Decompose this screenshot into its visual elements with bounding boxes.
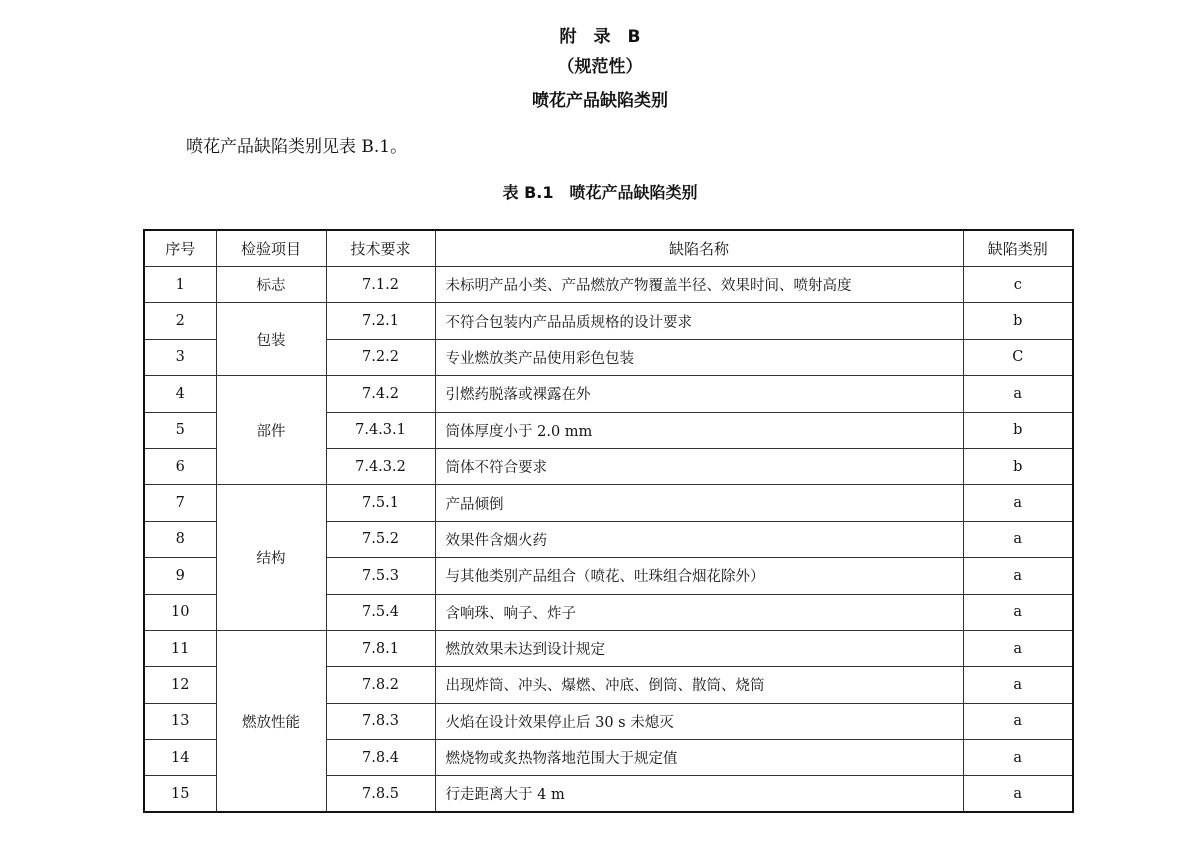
row-requirement: 7.4.3.2 <box>326 448 435 484</box>
row-defect-category: a <box>963 521 1073 557</box>
table-row <box>144 630 1073 666</box>
header-defect-name: 缺陷名称 <box>435 230 963 267</box>
row-no: 4 <box>144 376 216 412</box>
row-defect-name: 筒体厚度小于 2.0 mm <box>435 412 963 448</box>
row-defect-category: b <box>963 412 1073 448</box>
group-label: 包装 <box>216 303 326 376</box>
appendix-heading: 喷花产品缺陷类别 <box>532 91 668 111</box>
row-requirement: 7.8.2 <box>326 667 435 703</box>
row-defect-name: 不符合包装内产品品质规格的设计要求 <box>435 303 963 339</box>
row-requirement: 7.8.3 <box>326 703 435 739</box>
row-defect-name: 与其他类别产品组合（喷花、吐珠组合烟花除外） <box>435 558 963 594</box>
row-defect-category: a <box>963 485 1073 521</box>
row-defect-category: c <box>963 267 1073 303</box>
row-no: 14 <box>144 740 216 776</box>
row-defect-category: a <box>963 558 1073 594</box>
defect-table <box>143 229 1074 813</box>
row-defect-category: b <box>963 448 1073 484</box>
row-defect-category: b <box>963 303 1073 339</box>
row-requirement: 7.4.2 <box>326 376 435 412</box>
table-row <box>144 303 1073 339</box>
row-requirement: 7.4.3.1 <box>326 412 435 448</box>
row-defect-name: 效果件含烟火药 <box>435 521 963 557</box>
row-defect-name: 筒体不符合要求 <box>435 448 963 484</box>
row-no: 7 <box>144 485 216 521</box>
row-requirement: 7.8.4 <box>326 740 435 776</box>
header-requirement: 技术要求 <box>326 230 435 267</box>
group-label: 结构 <box>216 485 326 631</box>
row-no: 1 <box>144 267 216 303</box>
normative-label: （规范性） <box>557 57 643 77</box>
row-no: 11 <box>144 630 216 666</box>
row-no: 6 <box>144 448 216 484</box>
appendix-title: 附 录 B <box>559 27 641 47</box>
row-defect-category: a <box>963 776 1073 813</box>
row-defect-category: a <box>963 740 1073 776</box>
row-defect-name: 行走距离大于 4 m <box>435 776 963 813</box>
table-row <box>144 376 1073 412</box>
table-caption: 表 B.1 喷花产品缺陷类别 <box>502 183 698 202</box>
row-defect-name: 含响珠、响子、炸子 <box>435 594 963 630</box>
row-no: 12 <box>144 667 216 703</box>
row-requirement: 7.8.5 <box>326 776 435 813</box>
row-defect-category: a <box>963 376 1073 412</box>
row-defect-name: 产品倾倒 <box>435 485 963 521</box>
row-no: 5 <box>144 412 216 448</box>
row-requirement: 7.5.3 <box>326 558 435 594</box>
row-defect-category: a <box>963 667 1073 703</box>
row-requirement: 7.5.4 <box>326 594 435 630</box>
row-defect-category: a <box>963 703 1073 739</box>
row-requirement: 7.2.1 <box>326 303 435 339</box>
row-no: 13 <box>144 703 216 739</box>
row-defect-name: 燃放效果未达到设计规定 <box>435 630 963 666</box>
row-defect-name: 未标明产品小类、产品燃放产物覆盖半径、效果时间、喷射高度 <box>435 267 963 303</box>
row-no: 9 <box>144 558 216 594</box>
intro-text: 喷花产品缺陷类别见表 B.1。 <box>186 137 408 157</box>
table-row <box>144 267 1073 303</box>
row-no: 2 <box>144 303 216 339</box>
row-requirement: 7.5.1 <box>326 485 435 521</box>
group-label: 标志 <box>216 267 326 303</box>
header-item: 检验项目 <box>216 230 326 267</box>
row-defect-category: C <box>963 339 1073 375</box>
row-no: 15 <box>144 776 216 813</box>
table-header-row <box>144 230 1073 267</box>
header-no: 序号 <box>144 230 216 267</box>
row-defect-category: a <box>963 594 1073 630</box>
row-requirement: 7.5.2 <box>326 521 435 557</box>
row-defect-name: 专业燃放类产品使用彩色包装 <box>435 339 963 375</box>
row-no: 3 <box>144 339 216 375</box>
row-requirement: 7.8.1 <box>326 630 435 666</box>
row-defect-category: a <box>963 630 1073 666</box>
row-defect-name: 出现炸筒、冲头、爆燃、冲底、倒筒、散筒、烧筒 <box>435 667 963 703</box>
header-defect-category: 缺陷类别 <box>963 230 1073 267</box>
row-defect-name: 引燃药脱落或裸露在外 <box>435 376 963 412</box>
row-requirement: 7.1.2 <box>326 267 435 303</box>
group-label: 燃放性能 <box>216 630 326 812</box>
row-defect-name: 燃烧物或炙热物落地范围大于规定值 <box>435 740 963 776</box>
table-row <box>144 485 1073 521</box>
row-no: 8 <box>144 521 216 557</box>
row-requirement: 7.2.2 <box>326 339 435 375</box>
group-label: 部件 <box>216 376 326 485</box>
row-no: 10 <box>144 594 216 630</box>
row-defect-name: 火焰在设计效果停止后 30 s 未熄灭 <box>435 703 963 739</box>
